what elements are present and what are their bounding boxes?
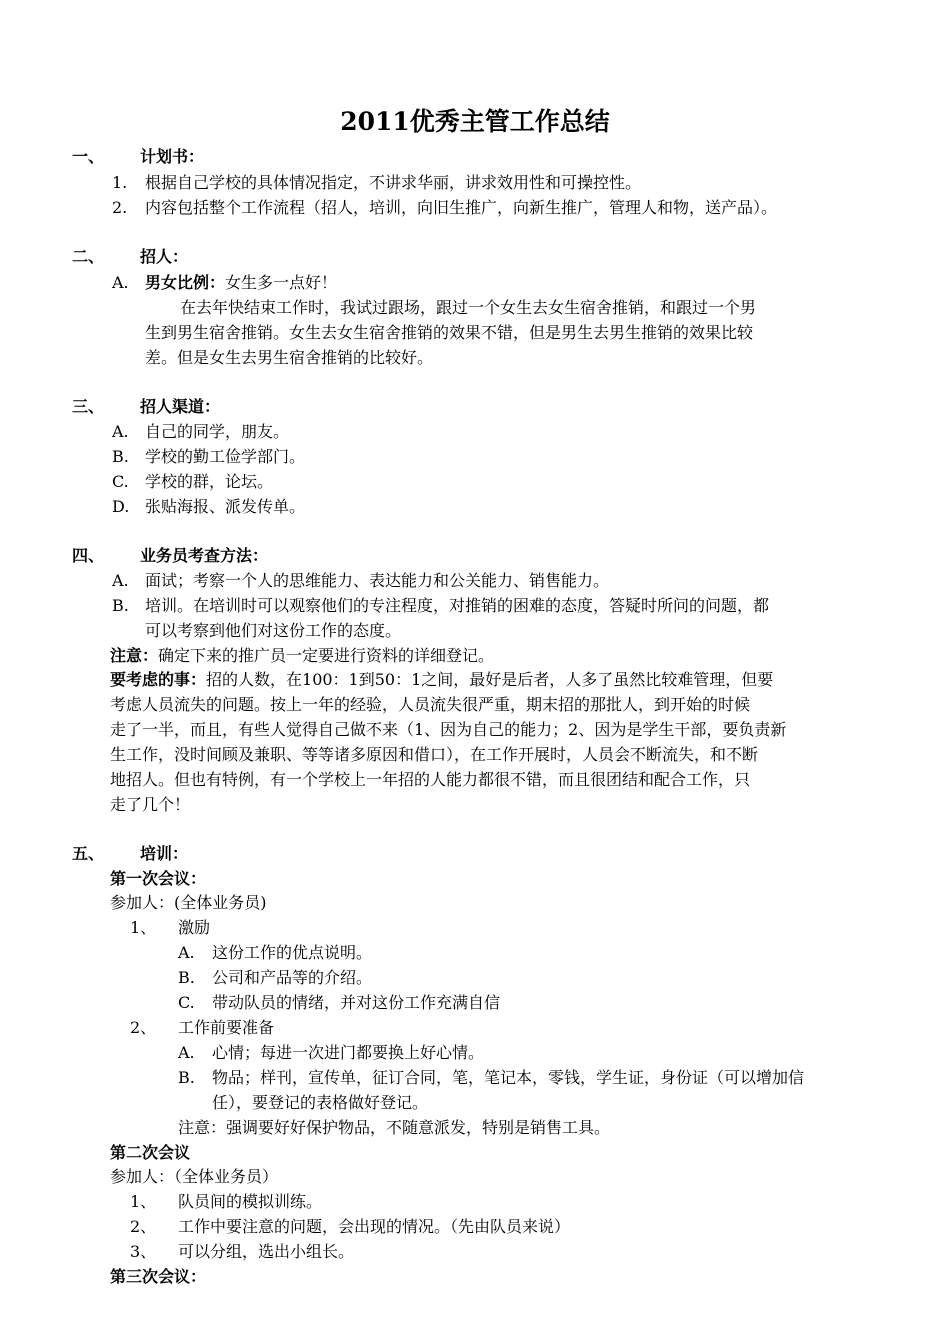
note-label: 注意： (110, 646, 159, 665)
list-item-text: 工作中要注意的问题，会出现的情况。（先由队员来说） (178, 1217, 571, 1236)
consider-line (110, 669, 773, 691)
meeting-1-note: 注意：强调要好好保护物品，不随意派发，特别是销售工具。 (178, 1118, 611, 1137)
section-4-number: 四、 (72, 546, 105, 565)
paragraph-line: 差。但是女生去男生宿舍推销的比较好。 (145, 348, 434, 367)
list-item-text: 激励 (178, 918, 211, 937)
section-2-number: 二、 (72, 247, 105, 266)
section-4-heading: 业务员考查方法： (140, 546, 269, 565)
list-item-number: 1、 (130, 918, 157, 937)
list-item-number: 2. (112, 198, 128, 217)
list-item-number: 1. (112, 173, 128, 192)
list-item-number: C. (178, 993, 195, 1012)
meeting-1-title: 第一次会议： (110, 869, 207, 888)
list-item-number: A. (178, 1043, 195, 1062)
gender-ratio-label: 男女比例： (145, 273, 226, 292)
list-item-text: 任），要登记的表格做好登记。 (212, 1093, 429, 1112)
paragraph-line: 在去年快结束工作时，我试过跟场，跟过一个女生去女生宿舍推销，和跟过一个男 (180, 298, 757, 317)
paragraph-line: 考虑人员流失的问题。按上一年的经验，人员流失很严重，期末招的那批人，到开始的时候 (110, 695, 751, 714)
list-item-text: 心情；每进一次进门都要换上好心情。 (212, 1043, 485, 1062)
gender-ratio-text: 女生多一点好！ (225, 273, 338, 292)
list-item-number: C. (112, 472, 129, 491)
list-item-number: 2、 (130, 1217, 157, 1236)
list-item-text: 自己的同学，朋友。 (145, 422, 290, 441)
list-item-text: 学校的群，论坛。 (145, 472, 274, 491)
list-item-number: D. (112, 497, 130, 516)
paragraph-line: 走了一半，而且，有些人觉得自己做不来（1、因为自己的能力；2、因为是学生干部，要负责新 (110, 720, 787, 739)
meeting-2-attendees: 参加人：（全体业务员） (110, 1167, 279, 1186)
list-item-number: A. (112, 571, 129, 590)
list-item-number: B. (112, 447, 129, 466)
consider-label: 要考虑的事： (110, 670, 207, 689)
list-item-text: 内容包括整个工作流程（招人，培训，向旧生推广，向新生推广，管理人和物，送产品）。 (145, 198, 778, 217)
section-2-heading: 招人： (140, 247, 189, 266)
list-item-text: 公司和产品等的介绍。 (212, 968, 373, 987)
list-item-text: 张贴海报、派发传单。 (145, 497, 306, 516)
list-item-text: 培训。在培训时可以观察他们的专注程度，对推销的困难的态度，答疑时所问的问题，都 (145, 596, 770, 615)
list-item-text: 根据自己学校的具体情况指定，不讲求华丽，讲求效用性和可操控性。 (145, 173, 642, 192)
list-item-text: 队员间的模拟训练。 (178, 1192, 323, 1211)
section-3-number: 三、 (72, 397, 105, 416)
list-item-text: 学校的勤工俭学部门。 (145, 447, 306, 466)
list-item-number: A. (178, 943, 195, 962)
list-item-number: A. (112, 422, 129, 441)
note-text: 确定下来的推广员一定要进行资料的详细登记。 (158, 646, 495, 665)
list-item-text (145, 272, 337, 294)
list-item-number: B. (178, 1068, 195, 1087)
section-1-heading: 计划书： (140, 147, 205, 166)
list-item-text: 这份工作的优点说明。 (212, 943, 373, 962)
document-title: 2011优秀主管工作总结 (340, 107, 610, 136)
paragraph-line: 生到男生宿舍推销。女生去女生宿舍推销的效果不错，但是男生去男生推销的效果比较 (145, 323, 754, 342)
section-1-number: 一、 (72, 147, 105, 166)
meeting-2-title: 第二次会议 (110, 1143, 191, 1162)
paragraph-line: 地招人。但也有特例，有一个学校上一年招的人能力都很不错，而且很团结和配合工作，只 (110, 770, 751, 789)
paragraph-line: 生工作，没时间顾及兼职、等等诸多原因和借口），在工作开展时，人员会不断流失，和不断 (110, 745, 759, 764)
list-item-number: 2、 (130, 1018, 157, 1037)
list-item-number: B. (178, 968, 195, 987)
list-item-number: B. (112, 596, 129, 615)
list-item-text: 工作前要准备 (178, 1018, 275, 1037)
list-item-text: 可以考察到他们对这份工作的态度。 (145, 621, 402, 640)
list-item-text: 面试；考察一个人的思维能力、表达能力和公关能力、销售能力。 (145, 571, 610, 590)
list-item-text: 带动队员的情绪，并对这份工作充满自信 (212, 993, 501, 1012)
section-5-heading: 培训： (140, 844, 189, 863)
list-item-number: 3、 (130, 1242, 157, 1261)
consider-text: 招的人数，在100：1到50：1之间，最好是后者，人多了虽然比较难管理，但要 (206, 670, 774, 689)
list-item-text: 物品；样刊，宣传单，征订合同，笔，笔记本，零钱，学生证，身份证（可以增加信 (212, 1068, 805, 1087)
section-3-heading: 招人渠道： (140, 397, 221, 416)
list-item-text: 可以分组，选出小组长。 (178, 1242, 355, 1261)
list-item-number: 1、 (130, 1192, 157, 1211)
note-line (110, 645, 494, 667)
meeting-1-attendees: 参加人：(全体业务员) (110, 893, 267, 912)
list-item-number: A. (112, 273, 129, 292)
meeting-3-title: 第三次会议： (110, 1267, 207, 1286)
paragraph-line: 走了几个！ (110, 795, 191, 814)
section-5-number: 五、 (72, 844, 105, 863)
